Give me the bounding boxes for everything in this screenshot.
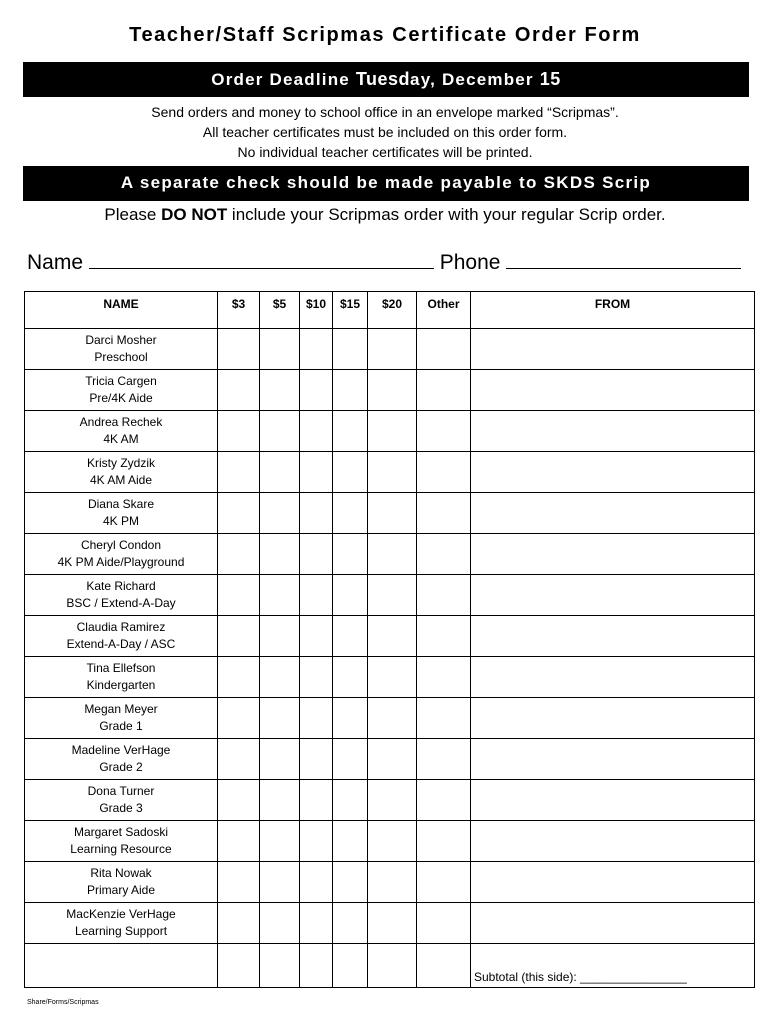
staff-name: Dona Turner <box>87 784 155 798</box>
qty-3-cell[interactable] <box>218 780 260 821</box>
staff-name: Tina Ellefson <box>86 661 156 675</box>
deadline-date: 15 <box>539 69 561 89</box>
qty-3-cell[interactable] <box>218 903 260 944</box>
col-header-3: $3 <box>218 292 260 329</box>
instruction-line: Send orders and money to school office in an envelope marked “Scripmas”. <box>151 104 619 120</box>
blank-amount-cell[interactable] <box>300 944 333 988</box>
qty-15-cell[interactable] <box>333 534 368 575</box>
qty-other-cell[interactable] <box>417 739 471 780</box>
note-text-before: Please <box>104 205 162 224</box>
staff-role: Grade 3 <box>99 801 143 815</box>
qty-3-cell[interactable] <box>218 411 260 452</box>
qty-3-cell[interactable] <box>218 575 260 616</box>
qty-3-cell[interactable] <box>218 657 260 698</box>
qty-15-cell[interactable] <box>333 616 368 657</box>
col-header-20: $20 <box>368 292 417 329</box>
staff-name: MacKenzie VerHage <box>66 907 176 921</box>
subtotal-row <box>25 944 755 988</box>
phone-label: Phone <box>439 251 501 274</box>
staff-name: Cheryl Condon <box>80 538 162 552</box>
staff-cell <box>25 370 218 411</box>
from-cell[interactable] <box>471 616 755 657</box>
qty-20-cell[interactable] <box>368 903 417 944</box>
staff-role: Grade 1 <box>99 719 143 733</box>
staff-role: Primary Aide <box>86 883 156 897</box>
qty-3-cell[interactable] <box>218 534 260 575</box>
instruction-line: All teacher certificates must be included on this order form. <box>202 124 568 140</box>
name-label: Name <box>27 251 84 274</box>
qty-5-cell[interactable] <box>260 411 300 452</box>
table-row <box>25 616 755 657</box>
qty-15-cell[interactable] <box>333 739 368 780</box>
table-row <box>25 329 755 370</box>
table-row <box>25 821 755 862</box>
blank-amount-cell[interactable] <box>333 944 368 988</box>
qty-other-cell[interactable] <box>417 370 471 411</box>
from-cell[interactable] <box>471 821 755 862</box>
qty-3-cell[interactable] <box>218 616 260 657</box>
from-cell[interactable] <box>471 575 755 616</box>
qty-10-cell[interactable] <box>300 575 333 616</box>
qty-10-cell[interactable] <box>300 739 333 780</box>
staff-cell <box>25 698 218 739</box>
staff-cell <box>25 657 218 698</box>
qty-20-cell[interactable] <box>368 739 417 780</box>
staff-role: Grade 2 <box>99 760 143 774</box>
qty-3-cell[interactable] <box>218 821 260 862</box>
blank-name-cell[interactable] <box>25 944 218 988</box>
staff-cell <box>25 780 218 821</box>
deadline-day-bold: Tuesd <box>355 69 411 89</box>
qty-10-cell[interactable] <box>300 821 333 862</box>
deadline-day-rest: ay, December <box>410 70 540 89</box>
qty-20-cell[interactable] <box>368 493 417 534</box>
qty-3-cell[interactable] <box>218 370 260 411</box>
from-cell[interactable] <box>471 493 755 534</box>
qty-3-cell[interactable] <box>218 698 260 739</box>
qty-5-cell[interactable] <box>260 862 300 903</box>
qty-5-cell[interactable] <box>260 329 300 370</box>
table-row <box>25 370 755 411</box>
qty-10-cell[interactable] <box>300 862 333 903</box>
qty-other-cell[interactable] <box>417 657 471 698</box>
staff-cell <box>25 616 218 657</box>
qty-20-cell[interactable] <box>368 616 417 657</box>
from-cell[interactable] <box>471 329 755 370</box>
qty-other-cell[interactable] <box>417 575 471 616</box>
col-header-10: $10 <box>300 292 333 329</box>
qty-3-cell[interactable] <box>218 452 260 493</box>
staff-name: Kate Richard <box>86 579 156 593</box>
qty-15-cell[interactable] <box>333 411 368 452</box>
qty-other-cell[interactable] <box>417 534 471 575</box>
staff-role: Pre/4K Aide <box>89 391 153 405</box>
note-text-after: include your Scripmas order with your regular Scrip order. <box>227 205 666 224</box>
staff-cell <box>25 411 218 452</box>
qty-other-cell[interactable] <box>417 821 471 862</box>
qty-5-cell[interactable] <box>260 575 300 616</box>
col-header-5: $5 <box>260 292 300 329</box>
staff-name: Madeline VerHage <box>71 743 171 757</box>
staff-name: Rita Nowak <box>90 866 152 880</box>
qty-other-cell[interactable] <box>417 452 471 493</box>
qty-other-cell[interactable] <box>417 903 471 944</box>
col-header-15: $15 <box>333 292 368 329</box>
table-row <box>25 780 755 821</box>
qty-15-cell[interactable] <box>333 862 368 903</box>
staff-name: Tricia Cargen <box>85 374 157 388</box>
qty-20-cell[interactable] <box>368 329 417 370</box>
form-title: Teacher/Staff Scripmas Certificate Order Form <box>129 24 641 46</box>
staff-role: 4K AM Aide <box>89 473 153 487</box>
qty-10-cell[interactable] <box>300 616 333 657</box>
qty-15-cell[interactable] <box>333 821 368 862</box>
qty-15-cell[interactable] <box>333 903 368 944</box>
qty-20-cell[interactable] <box>368 411 417 452</box>
table-header-row <box>25 292 755 329</box>
staff-name: Megan Meyer <box>84 702 158 716</box>
qty-3-cell[interactable] <box>218 862 260 903</box>
staff-cell <box>25 821 218 862</box>
instruction-line: No individual teacher certificates will be printed. <box>237 144 533 160</box>
from-cell[interactable] <box>471 452 755 493</box>
table-row <box>25 698 755 739</box>
from-cell[interactable] <box>471 903 755 944</box>
qty-5-cell[interactable] <box>260 534 300 575</box>
staff-cell <box>25 862 218 903</box>
staff-cell <box>25 575 218 616</box>
qty-other-cell[interactable] <box>417 493 471 534</box>
staff-name: Margaret Sadoski <box>73 825 169 839</box>
order-table <box>24 291 755 988</box>
qty-5-cell[interactable] <box>260 903 300 944</box>
staff-role: 4K AM <box>103 432 139 446</box>
qty-10-cell[interactable] <box>300 370 333 411</box>
staff-role: Learning Support <box>74 924 168 938</box>
qty-15-cell[interactable] <box>333 329 368 370</box>
staff-cell <box>25 739 218 780</box>
qty-15-cell[interactable] <box>333 370 368 411</box>
deadline-banner <box>23 62 749 97</box>
qty-3-cell[interactable] <box>218 493 260 534</box>
staff-cell <box>25 903 218 944</box>
qty-15-cell[interactable] <box>333 657 368 698</box>
table-row <box>25 862 755 903</box>
qty-5-cell[interactable] <box>260 821 300 862</box>
separate-order-note <box>0 205 770 225</box>
qty-10-cell[interactable] <box>300 780 333 821</box>
from-cell[interactable] <box>471 534 755 575</box>
qty-other-cell[interactable] <box>417 411 471 452</box>
qty-5-cell[interactable] <box>260 452 300 493</box>
qty-20-cell[interactable] <box>368 534 417 575</box>
qty-15-cell[interactable] <box>333 780 368 821</box>
qty-other-cell[interactable] <box>417 780 471 821</box>
deadline-prefix: Order Deadline <box>211 70 356 89</box>
qty-20-cell[interactable] <box>368 452 417 493</box>
staff-role: Preschool <box>94 350 148 364</box>
from-cell[interactable] <box>471 780 755 821</box>
table-row <box>25 411 755 452</box>
staff-name: Darci Mosher <box>85 333 157 347</box>
table-row <box>25 534 755 575</box>
qty-20-cell[interactable] <box>368 657 417 698</box>
qty-20-cell[interactable] <box>368 575 417 616</box>
from-cell[interactable] <box>471 411 755 452</box>
qty-20-cell[interactable] <box>368 862 417 903</box>
name-field[interactable] <box>89 250 434 269</box>
staff-name: Kristy Zydzik <box>86 456 155 470</box>
qty-15-cell[interactable] <box>333 575 368 616</box>
staff-cell <box>25 452 218 493</box>
from-cell[interactable] <box>471 370 755 411</box>
staff-role: Extend-A-Day / ASC <box>66 637 176 651</box>
qty-5-cell[interactable] <box>260 616 300 657</box>
qty-5-cell[interactable] <box>260 739 300 780</box>
table-row <box>25 575 755 616</box>
qty-20-cell[interactable] <box>368 821 417 862</box>
qty-5-cell[interactable] <box>260 698 300 739</box>
staff-name: Diana Skare <box>87 497 155 511</box>
blank-amount-cell[interactable] <box>417 944 471 988</box>
subtotal-field[interactable]: Subtotal (this side): ________________ <box>471 944 755 988</box>
table-row <box>25 657 755 698</box>
qty-10-cell[interactable] <box>300 493 333 534</box>
qty-10-cell[interactable] <box>300 411 333 452</box>
qty-10-cell[interactable] <box>300 657 333 698</box>
table-row <box>25 452 755 493</box>
note-emphasis: DO NOT <box>161 205 228 224</box>
col-header-name: NAME <box>25 292 218 329</box>
staff-role: 4K PM <box>102 514 139 528</box>
staff-cell <box>25 493 218 534</box>
staff-role: 4K PM Aide/Playground <box>57 555 185 569</box>
qty-5-cell[interactable] <box>260 780 300 821</box>
qty-5-cell[interactable] <box>260 370 300 411</box>
qty-20-cell[interactable] <box>368 370 417 411</box>
qty-10-cell[interactable] <box>300 329 333 370</box>
staff-name: Andrea Rechek <box>79 415 163 429</box>
from-cell[interactable] <box>471 862 755 903</box>
table-row <box>25 903 755 944</box>
staff-cell <box>25 329 218 370</box>
table-row <box>25 739 755 780</box>
col-header-other: Other <box>417 292 471 329</box>
table-row <box>25 493 755 534</box>
staff-name: Claudia Ramirez <box>76 620 166 634</box>
qty-5-cell[interactable] <box>260 493 300 534</box>
qty-other-cell[interactable] <box>417 616 471 657</box>
qty-3-cell[interactable] <box>218 329 260 370</box>
qty-5-cell[interactable] <box>260 657 300 698</box>
blank-amount-cell[interactable] <box>368 944 417 988</box>
qty-3-cell[interactable] <box>218 739 260 780</box>
qty-20-cell[interactable] <box>368 780 417 821</box>
from-cell[interactable] <box>471 657 755 698</box>
qty-other-cell[interactable] <box>417 329 471 370</box>
blank-amount-cell[interactable] <box>218 944 260 988</box>
staff-role: Kindergarten <box>86 678 156 692</box>
qty-10-cell[interactable] <box>300 903 333 944</box>
phone-field[interactable] <box>506 250 741 269</box>
staff-role: Learning Resource <box>70 842 172 856</box>
staff-role: BSC / Extend-A-Day <box>66 596 176 610</box>
qty-20-cell[interactable] <box>368 698 417 739</box>
qty-10-cell[interactable] <box>300 534 333 575</box>
qty-other-cell[interactable] <box>417 698 471 739</box>
from-cell[interactable] <box>471 739 755 780</box>
qty-10-cell[interactable] <box>300 698 333 739</box>
blank-amount-cell[interactable] <box>260 944 300 988</box>
qty-15-cell[interactable] <box>333 493 368 534</box>
qty-other-cell[interactable] <box>417 862 471 903</box>
col-header-from: FROM <box>471 292 755 329</box>
qty-10-cell[interactable] <box>300 452 333 493</box>
staff-cell <box>25 534 218 575</box>
name-phone-line <box>27 250 747 275</box>
instructions <box>0 102 770 162</box>
from-cell[interactable] <box>471 698 755 739</box>
footer-path: Share/Forms/Scripmas <box>27 999 99 1006</box>
check-banner: A separate check should be made payable to SKDS Scrip <box>23 166 749 201</box>
qty-15-cell[interactable] <box>333 452 368 493</box>
qty-15-cell[interactable] <box>333 698 368 739</box>
